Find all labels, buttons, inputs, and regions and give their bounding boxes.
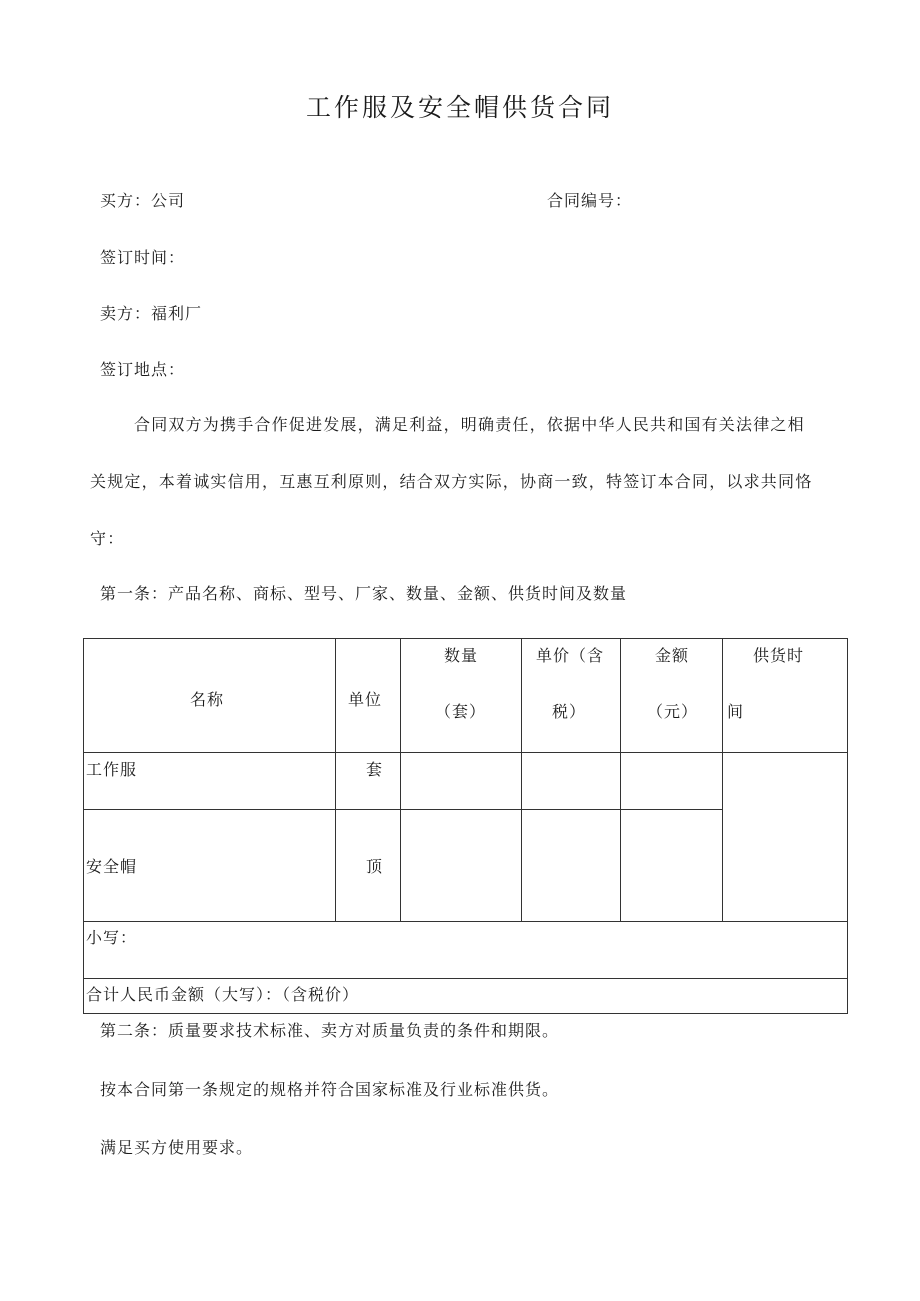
row-1-name-cell [84, 753, 336, 810]
quality-clause-2: 满足买方使用要求。 [100, 1138, 254, 1157]
row-1-unit: 套 [366, 760, 384, 779]
goods-table [83, 638, 848, 1014]
intro-line-1: 合同双方为携手合作促进发展，满足利益，明确责任，依据中华人民共和国有关法律之相 [134, 415, 805, 434]
header-amount-cell [621, 639, 723, 753]
row-2-name-cell [84, 810, 336, 922]
table-header-row [84, 639, 848, 753]
header-unit: 单位 [348, 690, 383, 709]
sign-place-field: 签订地点： [100, 360, 186, 379]
buyer-field: 买方：公司 [100, 191, 186, 210]
row-1-price-cell [522, 753, 621, 810]
header-supply-line2: 间 [727, 702, 745, 721]
row-2-price-cell [522, 810, 621, 922]
subtotal-label: 小写： [86, 928, 138, 947]
header-price-line1: 单价（含 [536, 646, 605, 665]
intro-line-3: 守： [90, 529, 125, 548]
total-row [84, 979, 848, 1014]
row-2-unit: 顶 [366, 857, 384, 876]
row-2-amount-cell [621, 810, 723, 922]
header-qty-line2: （套） [435, 702, 487, 721]
header-name-cell [84, 639, 336, 753]
row-1-amount-cell [621, 753, 723, 810]
row-2-unit-cell [336, 810, 401, 922]
header-supply-line1: 供货时 [753, 646, 805, 665]
header-qty-cell [401, 639, 522, 753]
article-2-heading: 第二条：质量要求技术标准、卖方对质量负责的条件和期限。 [100, 1021, 560, 1040]
header-supply-cell [723, 639, 848, 753]
intro-paragraph [90, 412, 862, 552]
header-unit-cell [336, 639, 401, 753]
row-1-unit-cell [336, 753, 401, 810]
row-2-qty-cell [401, 810, 522, 922]
total-label: 合计人民币金额（大写）：（含税价） [86, 985, 360, 1004]
intro-line-2: 关规定，本着诚实信用，互惠互利原则，结合双方实际，协商一致，特签订本合同，以求共同恪 [90, 472, 813, 491]
header-price-line2: 税） [552, 702, 587, 721]
contract-number-field: 合同编号： [547, 191, 633, 210]
header-price-cell [522, 639, 621, 753]
quality-clause-1: 按本合同第一条规定的规格并符合国家标准及行业标准供货。 [100, 1080, 560, 1099]
sign-time-field: 签订时间： [100, 248, 186, 267]
document-title: 工作服及安全帽供货合同 [305, 93, 614, 122]
table-row [84, 753, 848, 810]
subtotal-row [84, 922, 848, 979]
subtotal-cell [84, 922, 848, 979]
article-1-heading: 第一条：产品名称、商标、型号、厂家、数量、金额、供货时间及数量 [100, 584, 628, 603]
total-cell [84, 979, 848, 1014]
row-1-qty-cell [401, 753, 522, 810]
header-qty-line1: 数量 [444, 646, 479, 665]
header-amount-line2: （元） [647, 702, 699, 721]
row-2-name: 安全帽 [86, 857, 138, 876]
row-1-name: 工作服 [86, 760, 138, 779]
seller-field: 卖方：福利厂 [100, 304, 203, 323]
header-amount-line1: 金额 [655, 646, 690, 665]
header-name: 名称 [190, 690, 225, 709]
supply-time-cell [723, 753, 848, 922]
